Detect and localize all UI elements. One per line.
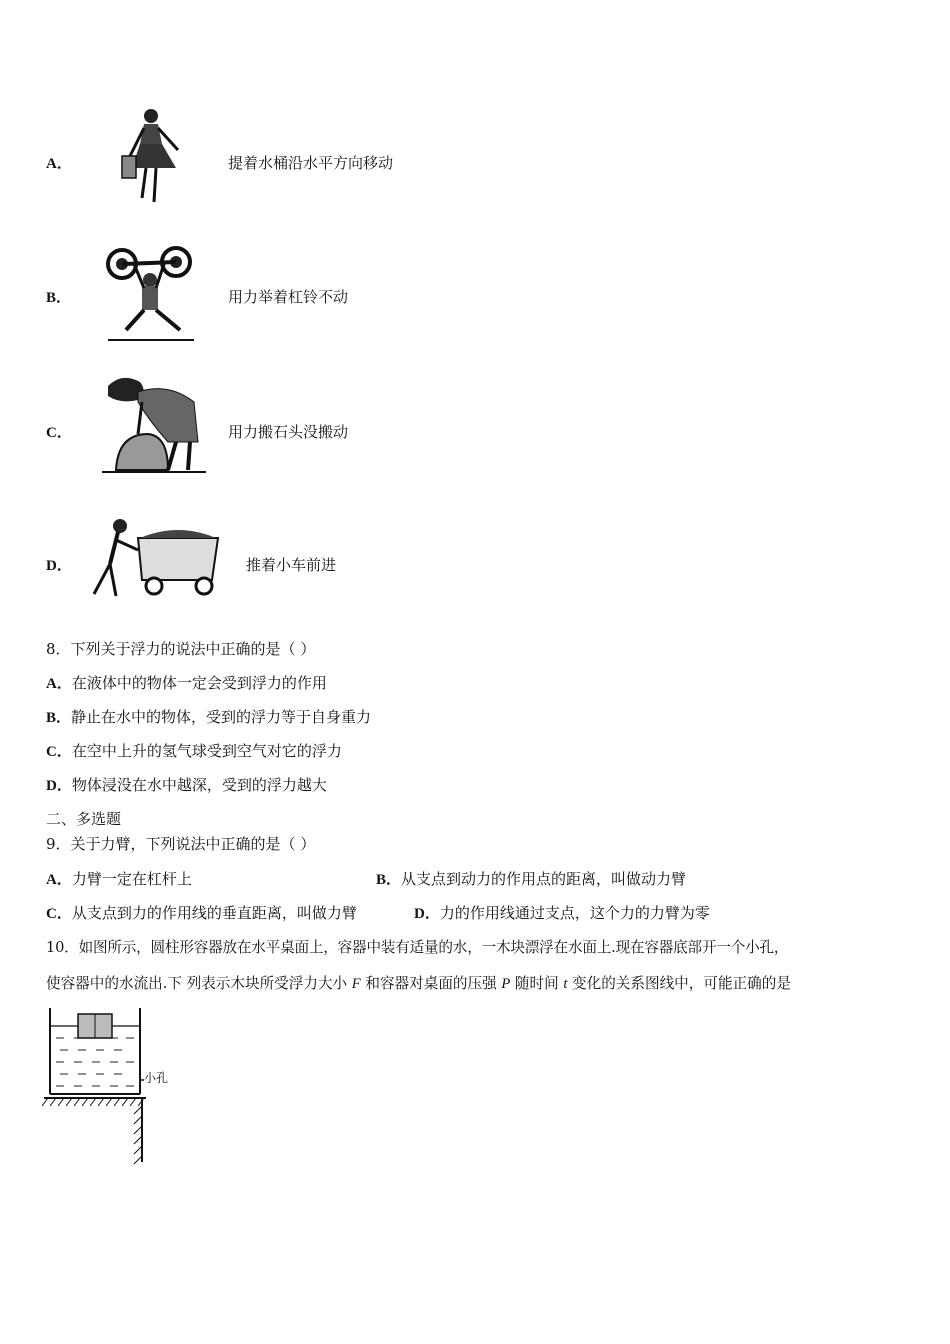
q9-option-b-letter: B．: [376, 872, 402, 888]
woman-carrying-bucket-figure: [118, 106, 188, 206]
q7-option-a-letter: A．: [46, 156, 72, 172]
q9-option-a: [46, 868, 192, 889]
section-heading: 二、多选题: [46, 810, 122, 828]
q9-option-d-text: 力的作用线通过支点，这个力的力臂为零: [439, 904, 710, 922]
q10-stem-part-a: 使容器中的水流出.下 列表示木块所受浮力大小: [46, 975, 352, 992]
q7-option-a-text: 提着水桶沿水平方向移动: [228, 154, 394, 172]
q9-option-c-text: 从支点到力的作用线的垂直距离，叫做力臂: [71, 904, 357, 922]
q10-stem-part-c: 随时间: [510, 975, 564, 992]
q8-option-c-text: 在空中上升的氢气球受到空气对它的浮力: [71, 742, 342, 760]
q8-option-c: [46, 740, 342, 761]
q8-option-b-letter: B．: [46, 710, 72, 726]
variable-t: t: [563, 976, 568, 992]
hole-label: 小孔: [144, 1071, 169, 1085]
q8-option-d-text: 物体浸没在水中越深，受到的浮力越大: [71, 776, 327, 794]
q8-option-a-text: 在液体中的物体一定会受到浮力的作用: [71, 674, 327, 692]
q8-option-a-letter: A．: [46, 676, 72, 692]
q7-option-b-text: 用力举着杠铃不动: [228, 288, 349, 306]
q9-option-a-letter: A．: [46, 872, 72, 888]
q7-option-d-letter: D．: [46, 558, 72, 574]
q8-option-a: [46, 672, 327, 693]
q7-option-c-letter: C．: [46, 425, 72, 441]
q8-option-c-letter: C．: [46, 744, 72, 760]
q8-option-d: [46, 774, 327, 795]
container-diagram: [40, 1006, 200, 1166]
q9-option-b-text: 从支点到动力的作用点的距离，叫做动力臂: [401, 870, 687, 888]
q10-stem-part-b: 和容器对桌面的压强: [360, 975, 502, 992]
q9-stem: 9．关于力臂，下列说法中正确的是（ ）: [46, 835, 316, 853]
q7-option-c-text: 用力搬石头没搬动: [228, 423, 349, 441]
q7-option-b-letter: B．: [46, 290, 72, 306]
variable-p: P: [501, 976, 511, 992]
q8-option-b-text: 静止在水中的物体，受到的浮力等于自身重力: [71, 708, 372, 726]
q10-stem-part-d: 变化的关系图线中，可能正确的是: [567, 975, 791, 992]
q8-stem: 8．下列关于浮力的说法中正确的是（ ）: [46, 640, 316, 658]
q7-option-d-text: 推着小车前进: [246, 556, 337, 574]
q8-option-b: [46, 706, 371, 727]
q9-option-d: [414, 902, 710, 923]
q10-stem-line2: [46, 972, 791, 993]
person-pushing-cart-figure: [80, 516, 220, 600]
q9-option-a-text: 力臂一定在杠杆上: [71, 870, 192, 888]
q9-option-d-letter: D．: [414, 906, 440, 922]
q9-option-b: [376, 868, 686, 889]
q10-stem-line1: 10．如图所示，圆柱形容器放在水平桌面上，容器中装有适量的水，一木块漂浮在水面上.现在容器底部开一个小孔，: [46, 939, 789, 956]
q8-option-d-letter: D．: [46, 778, 72, 794]
weightlifter-figure: [104, 242, 196, 344]
person-lifting-stone-figure: [98, 372, 208, 478]
q9-option-c: [46, 902, 357, 923]
variable-f: F: [351, 976, 361, 992]
q9-option-c-letter: C．: [46, 906, 72, 922]
